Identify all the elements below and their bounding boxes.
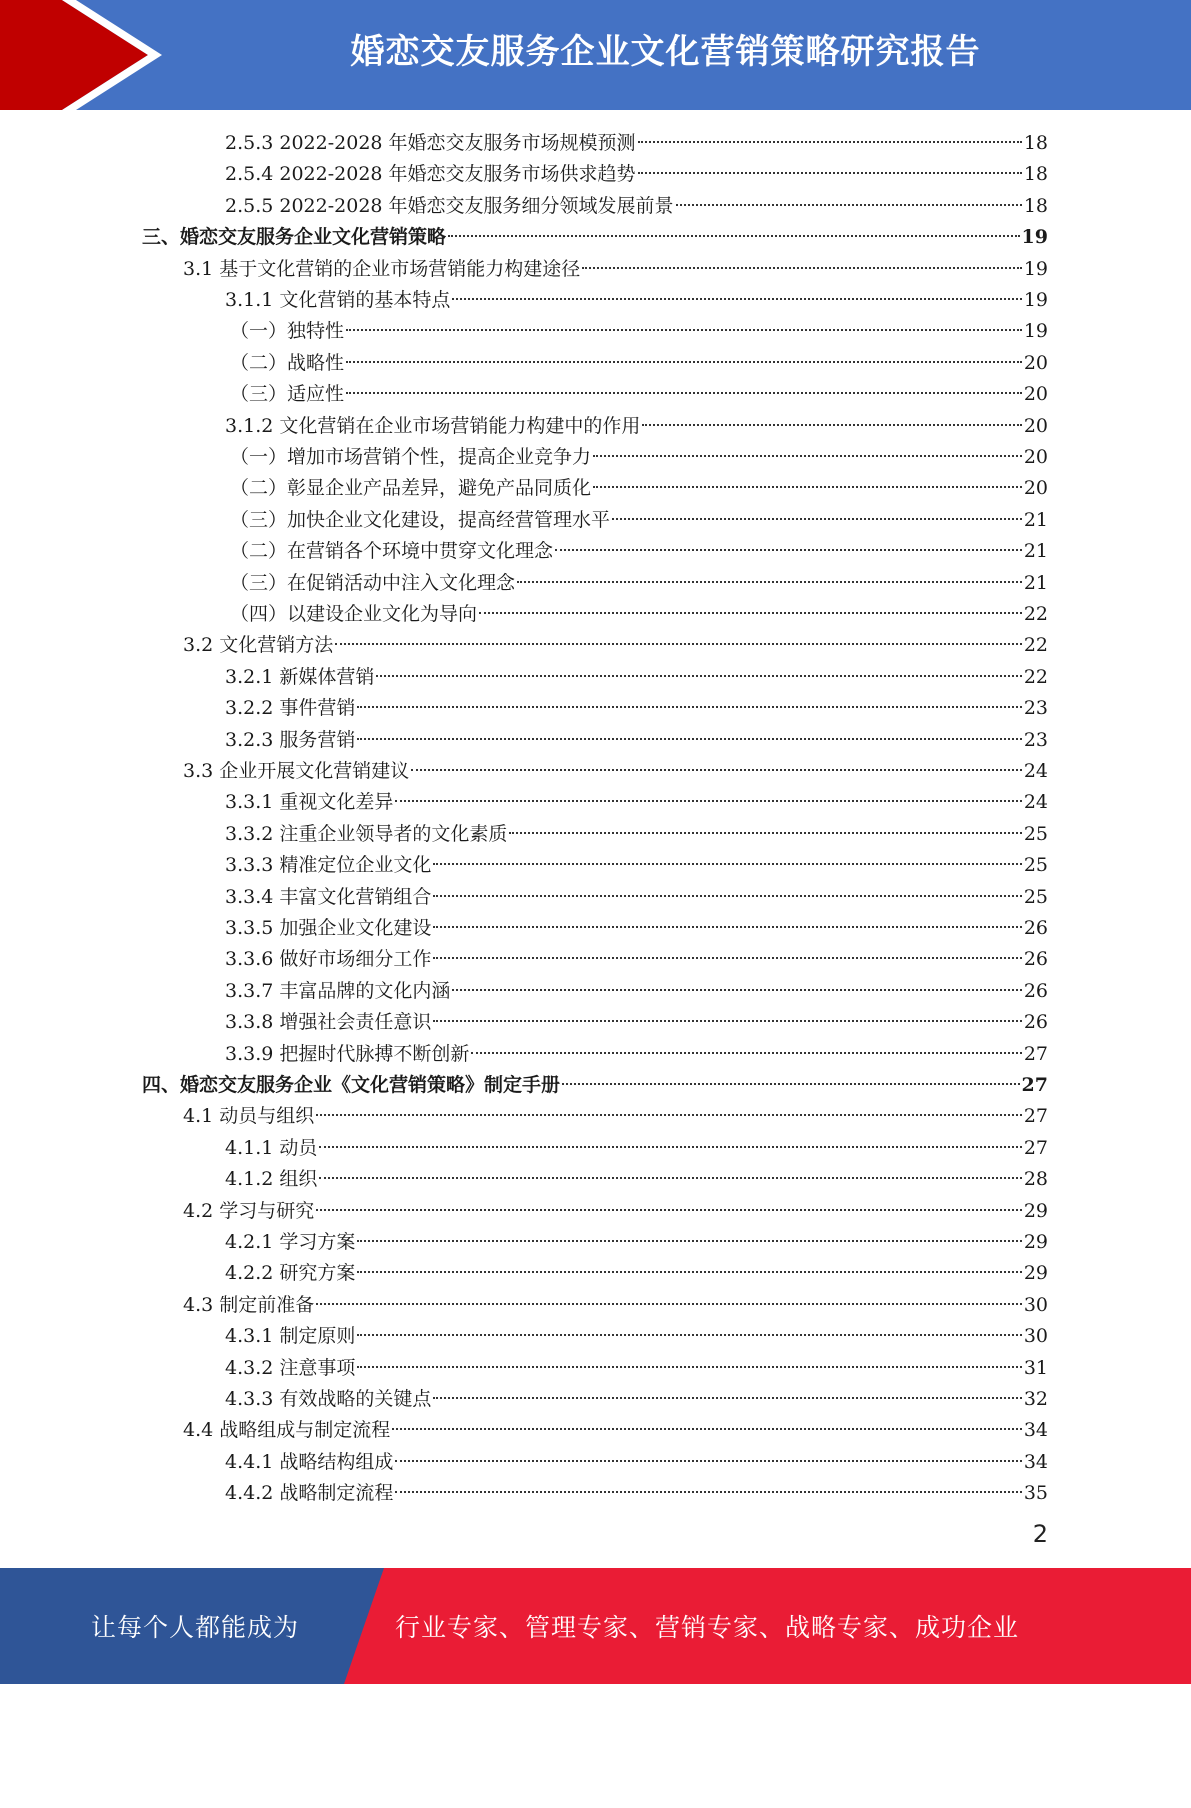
toc-entry[interactable] (230, 473, 1048, 504)
toc-entry[interactable] (142, 1070, 1048, 1101)
toc-entry[interactable] (183, 1415, 1048, 1446)
toc-dot-leader (562, 1083, 1020, 1085)
toc-dot-leader (316, 1114, 1022, 1116)
toc-entry[interactable] (225, 850, 1048, 881)
toc-entry-page: 27 (1023, 1136, 1048, 1159)
toc-entry-page: 25 (1023, 822, 1048, 845)
toc-entry-title: 4.3.3 有效战略的关键点 (225, 1388, 432, 1410)
toc-entry-page: 22 (1023, 603, 1048, 625)
toc-entry-page: 18 (1023, 194, 1048, 217)
toc-entry[interactable] (225, 1478, 1048, 1509)
toc-entry-title: （一）独特性 (230, 320, 345, 343)
toc-dot-leader (411, 769, 1022, 771)
page-header (0, 0, 1191, 110)
toc-dot-leader (593, 455, 1022, 457)
toc-entry[interactable] (225, 1039, 1048, 1070)
toc-entry-title: 2.5.5 2022-2028 年婚恋交友服务细分领域发展前景 (225, 194, 674, 217)
toc-entry-page: 27 (1023, 1105, 1048, 1128)
toc-dot-leader (395, 1491, 1021, 1493)
toc-dot-leader (433, 957, 1021, 959)
toc-dot-leader (555, 549, 1022, 551)
toc-entry[interactable] (225, 1447, 1048, 1478)
toc-entry-title: 3.2.3 服务营销 (225, 728, 356, 751)
toc-dot-leader (346, 361, 1022, 363)
toc-entry-page: 34 (1023, 1450, 1048, 1473)
toc-dot-leader (448, 235, 1020, 237)
toc-entry-page: 35 (1023, 1482, 1048, 1505)
toc-entry[interactable] (225, 1007, 1048, 1038)
toc-entry[interactable] (225, 1384, 1048, 1415)
toc-entry-title: 3.3.4 丰富文化营销组合 (225, 885, 432, 908)
toc-entry-title: 三、婚恋交友服务企业文化营销策略 (142, 226, 447, 249)
toc-dot-leader (593, 486, 1022, 488)
toc-dot-leader (638, 141, 1022, 143)
toc-entry[interactable] (183, 254, 1048, 285)
toc-entry-page: 31 (1023, 1356, 1048, 1379)
toc-dot-leader (612, 518, 1022, 520)
toc-entry-title: 2.5.4 2022-2028 年婚恋交友服务市场供求趋势 (225, 163, 636, 186)
toc-entry-page: 19 (1021, 226, 1048, 249)
toc-entry-page: 30 (1023, 1325, 1048, 1348)
toc-entry-title: （二）战略性 (230, 351, 345, 374)
toc-entry-page: 25 (1023, 885, 1048, 908)
toc-entry[interactable] (183, 1290, 1048, 1321)
toc-entry-title: 3.3.2 注重企业领导者的文化素质 (225, 822, 508, 845)
toc-dot-leader (357, 1366, 1021, 1368)
toc-entry[interactable] (230, 536, 1048, 567)
toc-dot-leader (479, 612, 1022, 614)
toc-dot-leader (346, 329, 1022, 331)
toc-dot-leader (638, 172, 1022, 174)
toc-entry-title: 4.2.2 研究方案 (225, 1262, 356, 1285)
toc-dot-leader (471, 1052, 1021, 1054)
toc-dot-leader (433, 863, 1021, 865)
toc-entry[interactable] (225, 725, 1048, 756)
toc-entry-page: 29 (1023, 1199, 1048, 1222)
toc-entry-title: 4.2.1 学习方案 (225, 1231, 356, 1253)
toc-entry-page: 23 (1023, 728, 1048, 751)
document-title: 婚恋交友服务企业文化营销策略研究报告 (350, 32, 981, 72)
toc-entry-page: 26 (1023, 948, 1048, 971)
toc-entry-title: 3.3.5 加强企业文化建设 (225, 917, 432, 939)
toc-entry-title: （二）彰显企业产品差异，避免产品同质化 (230, 477, 592, 500)
footer-slogan-left: 让每个人都能成为 (90, 1613, 299, 1642)
toc-dot-leader (395, 800, 1021, 802)
toc-dot-leader (582, 267, 1022, 269)
toc-dot-leader (346, 392, 1022, 394)
toc-dot-leader (357, 706, 1021, 708)
toc-entry-page: 34 (1023, 1419, 1048, 1442)
toc-entry-page: 23 (1023, 697, 1048, 720)
toc-entry-page: 21 (1023, 540, 1048, 563)
toc-entry-title: 3.2.2 事件营销 (225, 697, 356, 720)
toc-entry-page: 20 (1023, 477, 1048, 500)
toc-entry-page: 24 (1023, 791, 1048, 814)
toc-entry[interactable] (225, 159, 1048, 190)
toc-entry-page: 28 (1023, 1168, 1048, 1191)
toc-dot-leader (357, 1240, 1021, 1242)
toc-entry-title: 3.1 基于文化营销的企业市场营销能力构建途径 (183, 257, 581, 280)
toc-entry-page: 18 (1023, 132, 1048, 154)
toc-entry-page: 21 (1023, 571, 1048, 594)
toc-entry-title: （一）增加市场营销个性，提高企业竞争力 (230, 446, 592, 468)
toc-entry[interactable] (142, 222, 1048, 253)
toc-entry[interactable] (225, 191, 1048, 222)
toc-entry-title: （四）以建设企业文化为导向 (230, 603, 478, 625)
toc-entry[interactable] (225, 662, 1048, 693)
toc-dot-leader (517, 581, 1022, 583)
toc-entry[interactable] (225, 1133, 1048, 1164)
toc-entry-title: 3.3.8 增强社会责任意识 (225, 1011, 432, 1034)
toc-dot-leader (357, 738, 1021, 740)
toc-entry[interactable] (225, 1227, 1048, 1258)
toc-entry-title: 4.2 学习与研究 (183, 1199, 315, 1222)
toc-dot-leader (433, 926, 1021, 928)
toc-dot-leader (433, 1020, 1021, 1022)
toc-entry-title: 3.3 企业开展文化营销建议 (183, 760, 410, 782)
toc-entry[interactable] (225, 1353, 1048, 1384)
toc-dot-leader (452, 298, 1021, 300)
toc-entry[interactable] (230, 379, 1048, 410)
toc-entry-page: 26 (1023, 1011, 1048, 1034)
toc-dot-leader (642, 424, 1021, 426)
toc-entry[interactable] (225, 944, 1048, 975)
toc-entry-title: （三）在促销活动中注入文化理念 (230, 571, 516, 594)
toc-entry-page: 27 (1023, 1042, 1048, 1065)
toc-entry[interactable] (225, 882, 1048, 913)
toc-dot-leader (433, 895, 1021, 897)
toc-entry[interactable] (225, 819, 1048, 850)
toc-entry-page: 22 (1023, 634, 1048, 657)
toc-entry-title: （三）适应性 (230, 383, 345, 406)
toc-entry-page: 19 (1023, 257, 1048, 280)
toc-entry-page: 18 (1023, 163, 1048, 186)
toc-entry-title: 3.1.2 文化营销在企业市场营销能力构建中的作用 (225, 414, 641, 437)
toc-dot-leader (316, 1209, 1022, 1211)
toc-entry-title: 3.2 文化营销方法 (183, 634, 334, 657)
toc-entry[interactable] (225, 787, 1048, 818)
toc-entry-title: 3.1.1 文化营销的基本特点 (225, 289, 451, 311)
toc-entry-title: 4.3 制定前准备 (183, 1293, 315, 1316)
toc-entry-page: 20 (1023, 446, 1048, 468)
toc-dot-leader (676, 204, 1022, 206)
toc-entry-page: 20 (1023, 383, 1048, 406)
toc-entry[interactable] (225, 1321, 1048, 1352)
toc-dot-leader (316, 1303, 1022, 1305)
toc-dot-leader (319, 1177, 1021, 1179)
toc-entry-page: 20 (1023, 351, 1048, 374)
toc-entry-page: 26 (1023, 917, 1048, 939)
toc-entry-title: 3.3.1 重视文化差异 (225, 791, 394, 814)
toc-entry[interactable] (183, 630, 1048, 661)
toc-entry[interactable] (230, 316, 1048, 347)
toc-entry-title: 4.4.2 战略制定流程 (225, 1482, 394, 1505)
toc-entry-title: 3.3.3 精准定位企业文化 (225, 854, 432, 877)
toc-entry-title: 4.1 动员与组织 (183, 1105, 315, 1128)
toc-dot-leader (335, 643, 1022, 645)
toc-entry-page: 32 (1023, 1388, 1048, 1410)
toc-dot-leader (452, 989, 1021, 991)
toc-entry[interactable] (225, 913, 1048, 944)
toc-entry[interactable] (230, 599, 1048, 630)
toc-entry-page: 19 (1023, 289, 1048, 311)
toc-entry-title: 3.3.9 把握时代脉搏不断创新 (225, 1042, 470, 1065)
toc-entry[interactable] (225, 1258, 1048, 1289)
toc-entry-title: 4.3.2 注意事项 (225, 1356, 356, 1379)
toc-entry-title: 4.4 战略组成与制定流程 (183, 1419, 391, 1442)
toc-entry-title: （二）在营销各个环境中贯穿文化理念 (230, 540, 554, 563)
toc-entry[interactable] (225, 693, 1048, 724)
toc-entry-title: 4.1.2 组织 (225, 1168, 318, 1191)
toc-entry-page: 29 (1023, 1231, 1048, 1253)
toc-entry-page: 24 (1023, 760, 1048, 782)
toc-entry[interactable] (225, 1164, 1048, 1195)
toc-entry-title: 4.4.1 战略结构组成 (225, 1450, 394, 1473)
toc-entry-title: 2.5.3 2022-2028 年婚恋交友服务市场规模预测 (225, 132, 636, 154)
toc-entry[interactable] (183, 1101, 1048, 1132)
toc-entry-title: 4.3.1 制定原则 (225, 1325, 356, 1348)
toc-entry-title: 4.1.1 动员 (225, 1136, 318, 1159)
toc-entry-title: 3.2.1 新媒体营销 (225, 665, 375, 688)
toc-dot-leader (509, 832, 1021, 834)
toc-entry-title: 3.3.6 做好市场细分工作 (225, 948, 432, 971)
footer-slogan-right: 行业专家、管理专家、营销专家、战略专家、成功企业家…… (395, 1613, 1020, 1762)
toc-entry[interactable] (225, 285, 1048, 316)
toc-entry[interactable] (183, 756, 1048, 787)
toc-entry[interactable] (225, 128, 1048, 159)
toc-entry-title: 四、婚恋交友服务企业《文化营销策略》制定手册 (142, 1074, 561, 1096)
toc-entry-page: 22 (1023, 665, 1048, 688)
toc-entry-page: 26 (1023, 979, 1048, 1002)
toc-entry-page: 20 (1023, 414, 1048, 437)
toc-entry[interactable] (230, 568, 1048, 599)
toc-entry-page: 29 (1023, 1262, 1048, 1285)
toc-entry-title: （三）加快企业文化建设，提高经营管理水平 (230, 508, 611, 531)
toc-dot-leader (319, 1146, 1021, 1148)
toc-entry-page: 21 (1023, 508, 1048, 531)
toc-entry-page: 30 (1023, 1293, 1048, 1316)
toc-dot-leader (357, 1334, 1021, 1336)
toc-entry[interactable] (183, 1196, 1048, 1227)
toc-entry-page: 25 (1023, 854, 1048, 877)
toc-entry-page: 27 (1021, 1074, 1048, 1096)
toc-entry-title: 3.3.7 丰富品牌的文化内涵 (225, 979, 451, 1002)
toc-entry[interactable] (230, 348, 1048, 379)
toc-dot-leader (395, 1460, 1021, 1462)
toc-entry[interactable] (225, 411, 1048, 442)
toc-dot-leader (357, 1271, 1021, 1273)
page-number: 2 (1032, 1520, 1048, 1548)
toc-entry[interactable] (225, 976, 1048, 1007)
toc-entry[interactable] (230, 505, 1048, 536)
toc-entry[interactable] (230, 442, 1048, 473)
page-footer (0, 1568, 1191, 1762)
toc-dot-leader (433, 1397, 1021, 1399)
toc-entry-page: 19 (1023, 320, 1048, 343)
toc-dot-leader (392, 1428, 1022, 1430)
toc-dot-leader (376, 675, 1021, 677)
